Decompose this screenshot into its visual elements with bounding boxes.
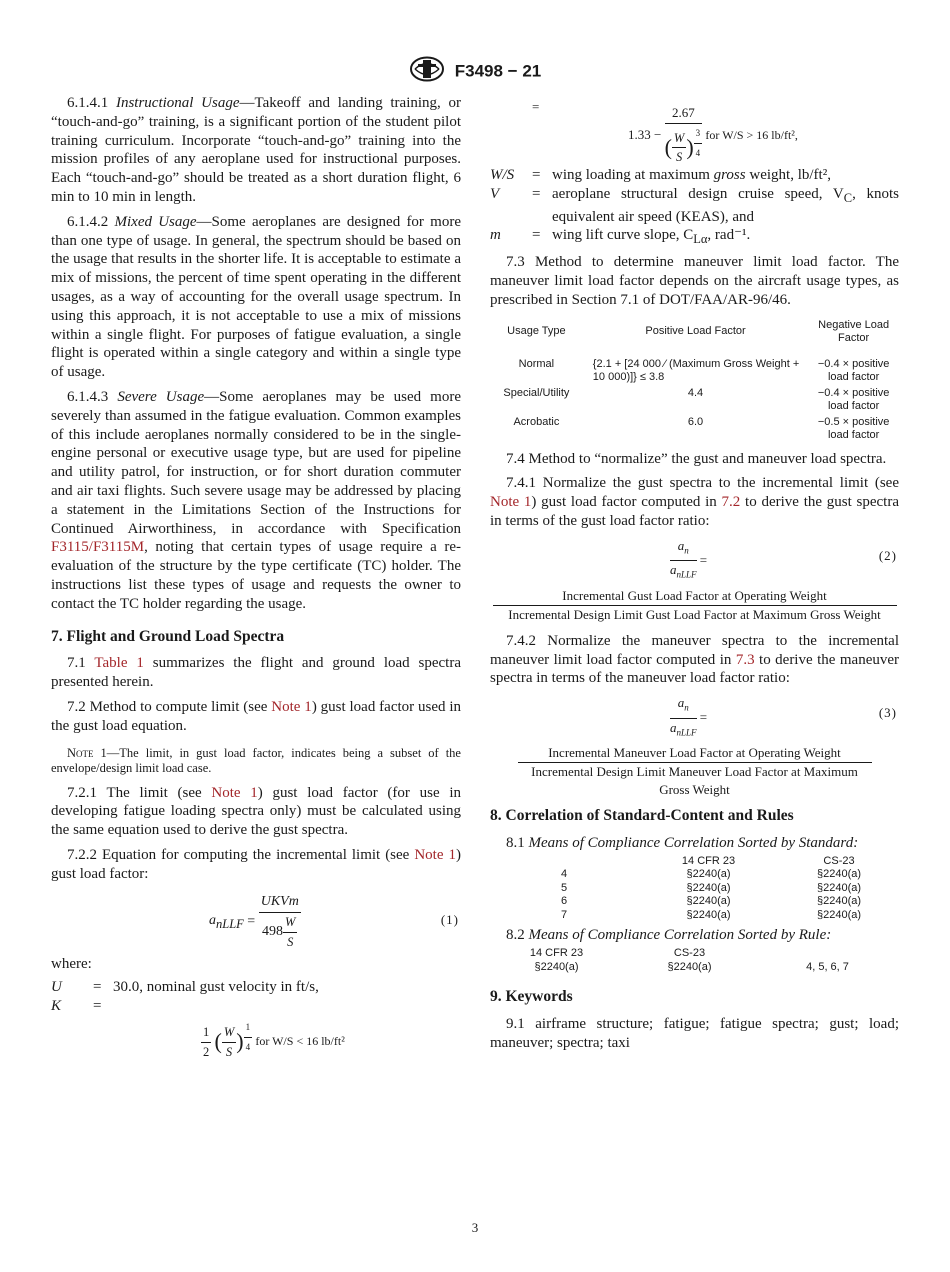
definitions-list: U = 30.0, nominal gust velocity in ft/s, K = <box>51 979 319 1015</box>
section-7-heading: 7. Flight and Ground Load Spectra <box>51 627 285 645</box>
table-row: 7 §2240(a) §2240(a) <box>560 908 862 921</box>
para-7-2: 7.2 Method to compute limit (see Note 1) gust load factor used in the gust load equation. <box>51 698 461 734</box>
table-row: 5 §2240(a) §2240(a) <box>560 881 862 894</box>
right-column <box>490 98 899 1058</box>
para-7-4: 7.4 Method to “normalize” the gust and maneuver load spectra. <box>506 450 887 467</box>
equation-2: $\frac{a_n}{a_{nLLF}}$ = (2) <box>670 537 897 580</box>
table-row: Normal {2.1 + [24 000 ⁄ (Maximum Gross Weight + 10 000)]} ≤ 3.8 −0.4 × positive load factor <box>518 357 890 384</box>
link-7-3[interactable]: 7.3 <box>735 651 755 668</box>
table-row: Special/Utility 4.4 −0.4 × positive load factor <box>503 386 890 413</box>
para-7-2-2: 7.2.2 Equation for computing the incremental limit (see Note 1) gust load factor: <box>51 846 461 882</box>
maneuver-load-factor-table <box>490 318 899 444</box>
equation-1: $a_{nLLF}$ = UKVm 498 $\frac{W}{S}$ (1) <box>209 894 459 950</box>
k-formula-1: $\frac{1}{2}$ ( $\frac{W}{S}$ ) $^{\frac{1}{4}}$ for W/S < 16 lb/ft² <box>201 1018 461 1061</box>
table-header-row: 14 CFR 23 CS-23 <box>529 947 706 960</box>
k-formula-2: = 1.33 − 2.67 ( $\frac{W}{S}$ ) $^{\frac{3}{4}}$ for W/S > 16 lb/ft², <box>532 99 798 165</box>
gust-ratio-fraction: Incremental Gust Load Factor at Operating Weight Incremental Design Limit Gust Load Factor at Maximum Gross Weight <box>490 587 899 624</box>
page-number: 3 <box>471 1220 479 1235</box>
section-9-heading: 9. Keywords <box>490 988 573 1006</box>
where-label: where: <box>51 956 92 973</box>
para-7-1: 7.1 Table 1 summarizes the flight and ground load spectra presented herein. <box>51 655 462 691</box>
para-7-4-2: 7.4.2 Normalize the maneuver spectra to the incremental maneuver limit load factor computed in 7.3 to derive the maneuver spectra in terms of the maneuver load factor ratio: <box>490 632 900 687</box>
equation-number: (2) <box>878 547 897 563</box>
link-note-1[interactable]: Note 1 <box>490 494 532 511</box>
link-note-1[interactable]: Note 1 <box>414 846 456 863</box>
para-7-4-1: 7.4.1 Normalize the gust spectra to the incremental limit (see Note 1) gust load factor computed in 7.2 to derive the gust spectra in terms of the gust load factor ratio: <box>490 475 899 529</box>
link-7-2[interactable]: 7.2 <box>721 494 741 511</box>
equation-3: $\frac{a_n}{a_{nLLF}}$ = (3) <box>670 695 897 738</box>
link-note-1[interactable]: Note 1 <box>271 698 312 715</box>
para-8-2: 8.2 Means of Compliance Correlation Sorted by Rule: <box>506 927 832 944</box>
definitions-list: W/S = wing loading at maximum gross weight, lb/ft², V = aeroplane structural design cruise speed, $V_C$, knots equivalent air speed (KEAS), and m = wing lift curve slope, $C_{L\alpha}$, rad⁻¹. <box>490 167 899 247</box>
equation-number: (1) <box>440 912 459 928</box>
link-table-1[interactable]: Table 1 <box>94 655 144 672</box>
maneuver-ratio-fraction: Incremental Maneuver Load Factor at Operating Weight Incremental Design Limit Maneuver Load Factor at Maximum Gross Weight <box>490 744 899 799</box>
page-header <box>0 56 950 87</box>
astm-logo-icon <box>409 56 445 87</box>
section-8-heading: 8. Correlation of Standard-Content and Rules <box>490 807 794 825</box>
para-8-1: 8.1 Means of Compliance Correlation Sorted by Standard: <box>506 834 859 851</box>
note-1: Note 1—The limit, in gust load factor, indicates being a subset of the envelope/design limit load case. <box>51 745 461 775</box>
para-6-1-4-3: 6.1.4.3 Severe Usage—Some aeroplanes may be used more severely than assumed in the fatigue evaluation. Common examples of this include aeroplanes normally considered to be in the single-engine personal or executive usage type, but are used for pipeline and utility patrol, for instruction, or for short duration commuter and air taxi flights. Such severe usage may be addressed by placing a statement in the Limitations Section of the Instructions for Continued Airworthiness, in accordance with Specification F3115/F3115M, noting that certain types of usage require a re-evaluation of the structure by the type certificate (TC) holder. The instructions list these types of usage and requests the owner to contact the TC holder regarding the usage. <box>51 388 461 612</box>
para-7-2-1: 7.2.1 The limit (see Note 1) gust load factor (for use in developing fatigue loading spectra only) must be calculated using the same equation used to derive the gust spectra. <box>51 784 461 839</box>
para-6-1-4-1: 6.1.4.1 Instructional Usage—Takeoff and landing training, or “touch-and-go” training, is a significant portion of the student pilot training curriculum. Incorporate “touch-and-go” training into the mission profiles of any aeroplane used for instructional purposes. Each “touch-and-go” should be treated as a short duration flight, 6 min to 10 min in length. <box>51 95 461 205</box>
equation-number: (3) <box>878 705 897 721</box>
para-9-1: 9.1 airframe structure; fatigue; fatigue spectra; gust; load; maneuver; spectra; taxi <box>490 1015 899 1051</box>
link-note-1[interactable]: Note 1 <box>211 784 258 801</box>
left-column <box>51 94 461 1061</box>
correlation-by-rule-table <box>490 947 899 974</box>
table-row: §2240(a) §2240(a) 4, 5, 6, 7 <box>534 960 849 973</box>
table-row: 4 §2240(a) §2240(a) <box>560 868 862 881</box>
link-f3115[interactable]: F3115/F3115M <box>51 539 145 556</box>
table-header-row: Usage Type Positive Load Factor Negative Load Factor <box>507 318 890 345</box>
para-7-3: 7.3 Method to determine maneuver limit load factor. The maneuver limit load factor depends on the aircraft usage types, as prescribed in Section 7.1 of DOT/FAA/AR-96/46. <box>490 254 899 308</box>
correlation-by-standard-table <box>490 855 899 923</box>
table-row: 6 §2240(a) §2240(a) <box>560 895 862 908</box>
table-header-row: 14 CFR 23 CS-23 <box>681 854 855 867</box>
para-6-1-4-2: 6.1.4.2 Mixed Usage—Some aeroplanes are designed for more than one type of usage. In general, the spectrum should be based on the usage that results in the shorter life. It is acceptable to estimate a mix of missions, the percent of time spent operating in the different usages, as a way of accounting for the overall usage spectrum. In using this approach, it is not acceptable to use a mix of missions within a single flight. For purposes of fatigue evaluation, a single flight is operated within a single category and within a single type of usage. <box>51 213 461 381</box>
document-code: F3498 − 21 <box>454 61 542 81</box>
table-row: Acrobatic 6.0 −0.5 × positive load factor <box>513 415 890 442</box>
